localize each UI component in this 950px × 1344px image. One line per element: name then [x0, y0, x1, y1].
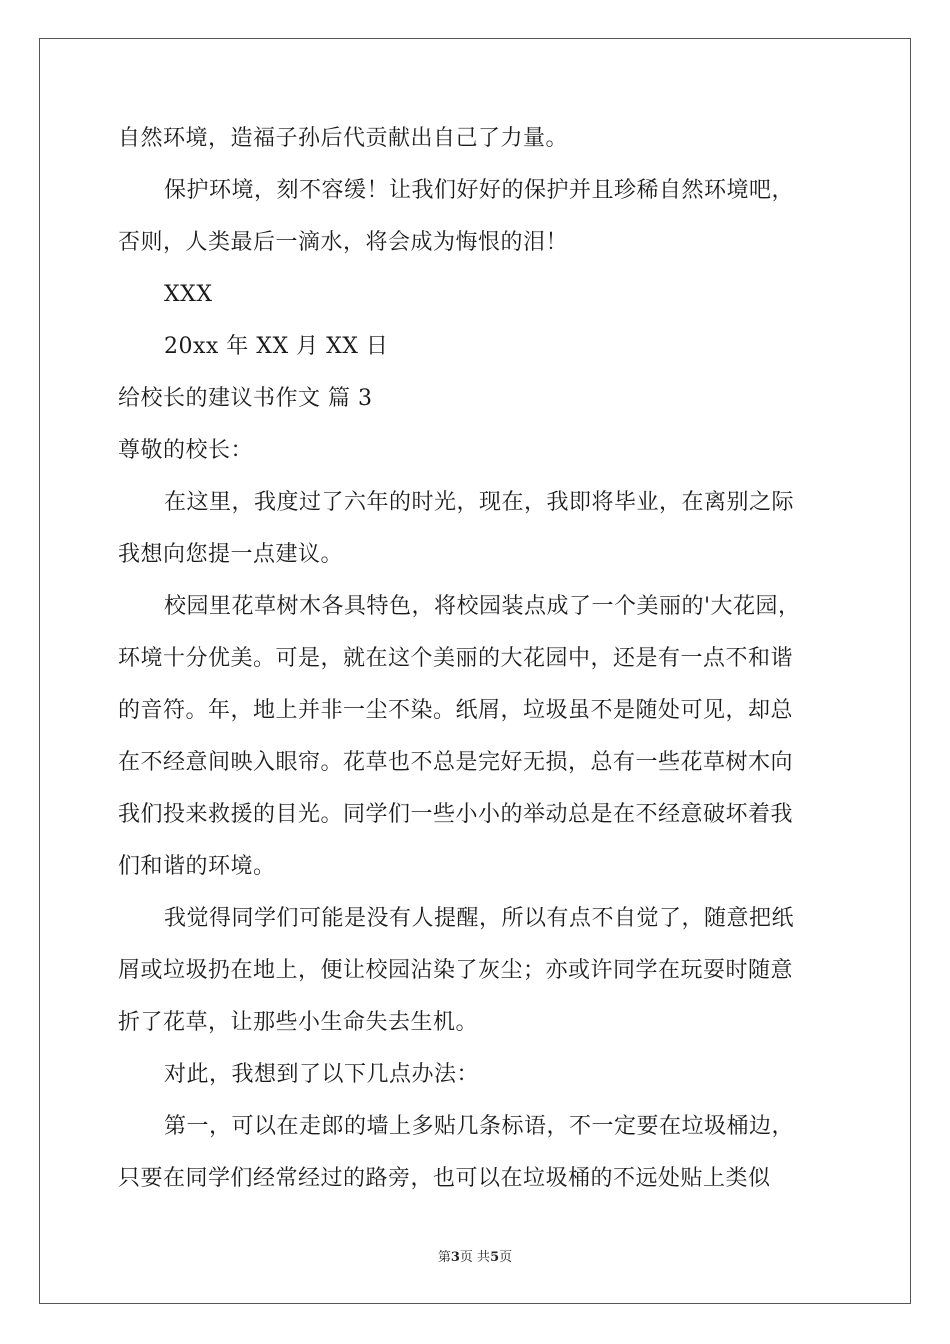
page-prefix: 第	[437, 1250, 451, 1265]
text-line: 只要在同学们经常经过的路旁，也可以在垃圾桶的不远处贴上类似	[118, 1166, 771, 1191]
signature-name: XXX	[164, 282, 213, 307]
page-suffix: 页	[499, 1250, 513, 1265]
page-mid: 页 共	[459, 1250, 491, 1265]
section-title: 给校长的建议书作文 篇 3	[118, 386, 373, 411]
text-line: 对此，我想到了以下几点办法：	[164, 1062, 480, 1087]
text-line: 我想向您提一点建议。	[118, 542, 344, 567]
salutation: 尊敬的校长：	[118, 438, 254, 463]
text-line: 我觉得同学们可能是没有人提醒，所以有点不自觉了，随意把纸	[164, 906, 795, 931]
text-line: 校园里花草树木各具特色，将校园装点成了一个美丽的'大花园，	[164, 594, 801, 619]
text-line: 们和谐的环境。	[118, 854, 276, 879]
text-line: 的音符。年，地上并非一尘不染。纸屑，垃圾虽不是随处可见，却总	[118, 698, 794, 723]
text-line: 环境十分优美。可是，就在这个美丽的大花园中，还是有一点不和谐	[118, 646, 794, 671]
text-line: 保护环境，刻不容缓！让我们好好的保护并且珍稀自然环境吧，	[164, 178, 795, 203]
text-line: 我们投来救援的目光。同学们一些小小的举动总是在不经意破坏着我	[118, 802, 794, 827]
text-line: 在不经意间映入眼帘。花草也不总是完好无损，总有一些花草树木向	[118, 750, 794, 775]
page-total: 5	[490, 1250, 500, 1265]
text-line: 屑或垃圾扔在地上，便让校园沾染了灰尘；亦或许同学在玩耍时随意	[118, 958, 794, 983]
text-line: 自然环境，造福子孙后代贡献出自己了力量。	[118, 126, 569, 151]
page-footer	[0, 1246, 950, 1265]
text-line: 在这里，我度过了六年的时光，现在，我即将毕业，在离别之际	[164, 490, 795, 515]
text-line: 折了花草，让那些小生命失去生机。	[118, 1010, 479, 1035]
text-line: 否则，人类最后一滴水，将会成为悔恨的泪！	[118, 230, 569, 255]
page-current: 3	[450, 1250, 460, 1265]
signature-date: 20xx 年 XX 月 XX 日	[164, 334, 389, 359]
text-line: 第一，可以在走郎的墙上多贴几条标语，不一定要在垃圾桶边，	[164, 1114, 795, 1139]
